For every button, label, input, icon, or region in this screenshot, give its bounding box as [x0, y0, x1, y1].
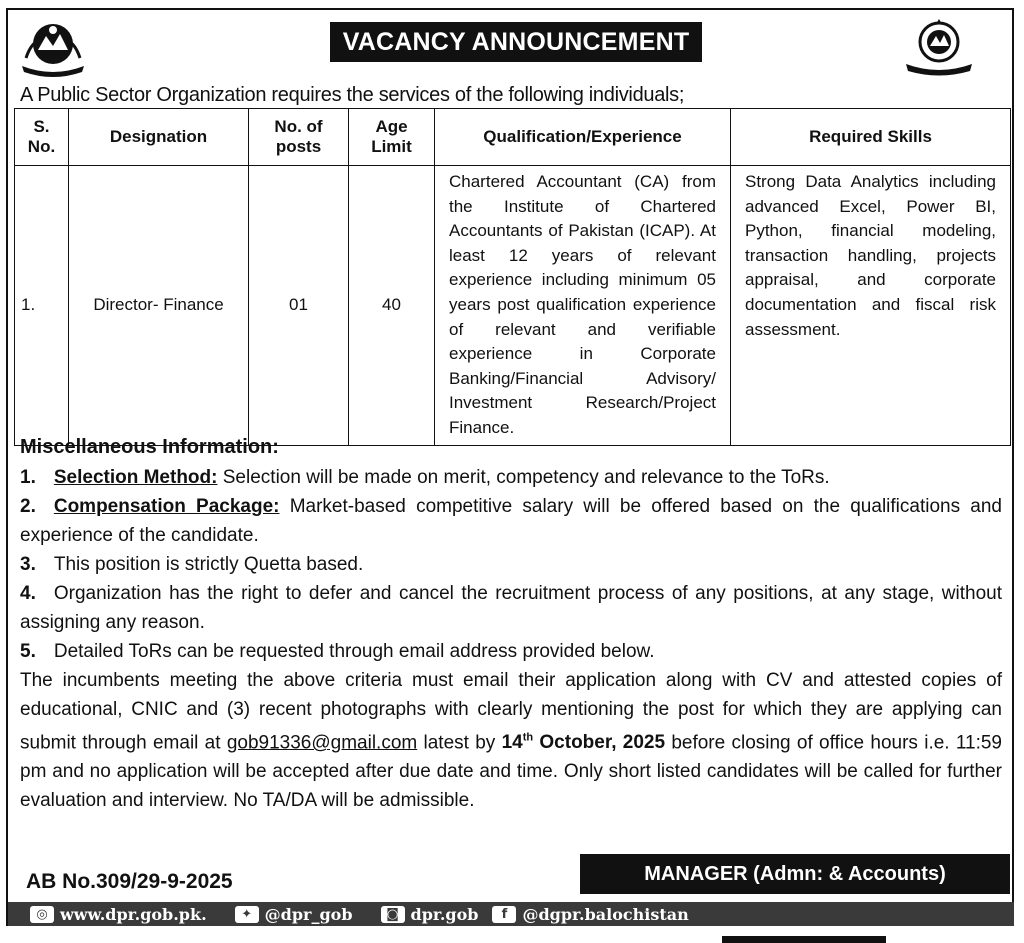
header-posts: No. of posts — [249, 109, 349, 166]
footer-web[interactable] — [30, 905, 207, 924]
item-key: Compensation Package: — [53, 496, 280, 517]
website-link[interactable]: www.dpr.gob.pk. — [60, 904, 207, 924]
cell-qualification: Chartered Accountant (CA) from the Institute of Chartered Accountants of Pakistan (ICAP). At least 12 years of relevant experience including minimum 05 years post qualification experience of relevant and verifiable experience in Corporate Banking/Financial Advisory/ Investment Research/Project Finance. — [435, 166, 731, 446]
header-designation: Designation — [69, 109, 249, 166]
table-header-row — [15, 109, 1011, 166]
social-footer — [8, 902, 1014, 926]
item-text: Selection will be made on merit, competency and relevance to the ToRs. — [217, 467, 830, 488]
cell-age: 40 — [349, 166, 435, 446]
cell-skills: Strong Data Analytics including advanced Excel, Power BI, Python, financial modeling, transaction handling, projects appraisal, and corporate documentation and fiscal risk assessment. — [731, 166, 1011, 446]
closing-paragraph — [20, 666, 1002, 815]
closing-text-2: latest by — [417, 732, 502, 754]
instagram-icon: ◙ — [381, 906, 405, 923]
deadline-month-year: October, 2025 — [533, 732, 666, 754]
footer-twitter[interactable] — [235, 905, 353, 924]
intro-text: A Public Sector Organization requires the services of the following individuals; — [20, 84, 685, 106]
government-seal-icon — [902, 16, 976, 80]
misc-title: Miscellaneous Information: — [20, 436, 279, 458]
item-number: 5. — [20, 641, 36, 662]
email-link[interactable]: gob91336@gmail.com — [226, 732, 418, 754]
closing-text-1: The incumbents meeting the above criteria must email their application along with CV and attested copies of educational, CNIC and (3) recent photographs with clearly mentioning the post for which they are applying can submit through email at — [20, 670, 1002, 754]
ab-number: AB No.309/29-9-2025 — [26, 870, 233, 893]
list-item — [20, 637, 1002, 666]
misc-section — [20, 436, 1002, 815]
instagram-handle[interactable]: dpr.gob — [410, 904, 479, 924]
manager-signature-box: MANAGER (Admn: & Accounts) — [580, 854, 1010, 894]
item-number: 1. — [20, 467, 36, 488]
item-number: 2. — [20, 496, 36, 517]
list-item — [20, 463, 1002, 492]
list-item — [20, 492, 1002, 550]
page-title: VACANCY ANNOUNCEMENT — [330, 22, 702, 62]
item-key: Selection Method: — [53, 467, 218, 488]
balochistan-emblem-icon — [16, 16, 90, 80]
header-skills: Required Skills — [731, 109, 1011, 166]
cell-sno: 1. — [15, 166, 69, 446]
facebook-handle[interactable]: @dgpr.balochistan — [522, 904, 689, 924]
cell-posts: 01 — [249, 166, 349, 446]
bottom-edge-bar — [722, 936, 886, 943]
globe-icon: ◎ — [30, 906, 54, 923]
item-number: 3. — [20, 554, 36, 575]
closing-text-3: before closing of office hours i.e. 11:59 pm and no application will be accepted after due date and time. Only short listed candidates will be called for further evaluation and interview. No TA/DA will be admissible. — [20, 732, 1002, 812]
list-item — [20, 550, 1002, 579]
twitter-handle[interactable]: @dpr_gob — [264, 904, 353, 924]
deadline-date — [502, 732, 665, 753]
header-qualification: Qualification/Experience — [435, 109, 731, 166]
header-sno: S. No. — [15, 109, 69, 166]
header-age: Age Limit — [349, 109, 435, 166]
footer-instagram[interactable] — [381, 905, 479, 924]
item-text: Market-based competitive salary will be offered based on the qualifications and experience of the candidate. — [20, 496, 1003, 546]
item-text: Detailed ToRs can be requested through email address provided below. — [53, 641, 655, 662]
cell-designation: Director- Finance — [69, 166, 249, 446]
vacancy-table — [14, 108, 1011, 446]
item-number: 4. — [20, 583, 36, 604]
list-item — [20, 579, 1002, 637]
item-text: Organization has the right to defer and cancel the recruitment process of any positions, at any stage, without assigning any reason. — [20, 583, 1002, 633]
facebook-icon: f — [492, 906, 516, 923]
item-text: This position is strictly Quetta based. — [53, 554, 364, 575]
twitter-icon: ✦ — [235, 906, 259, 923]
deadline-day: 14 — [501, 732, 523, 754]
footer-facebook[interactable] — [492, 905, 688, 924]
table-row — [15, 166, 1011, 446]
deadline-day-suffix: th — [522, 732, 534, 744]
